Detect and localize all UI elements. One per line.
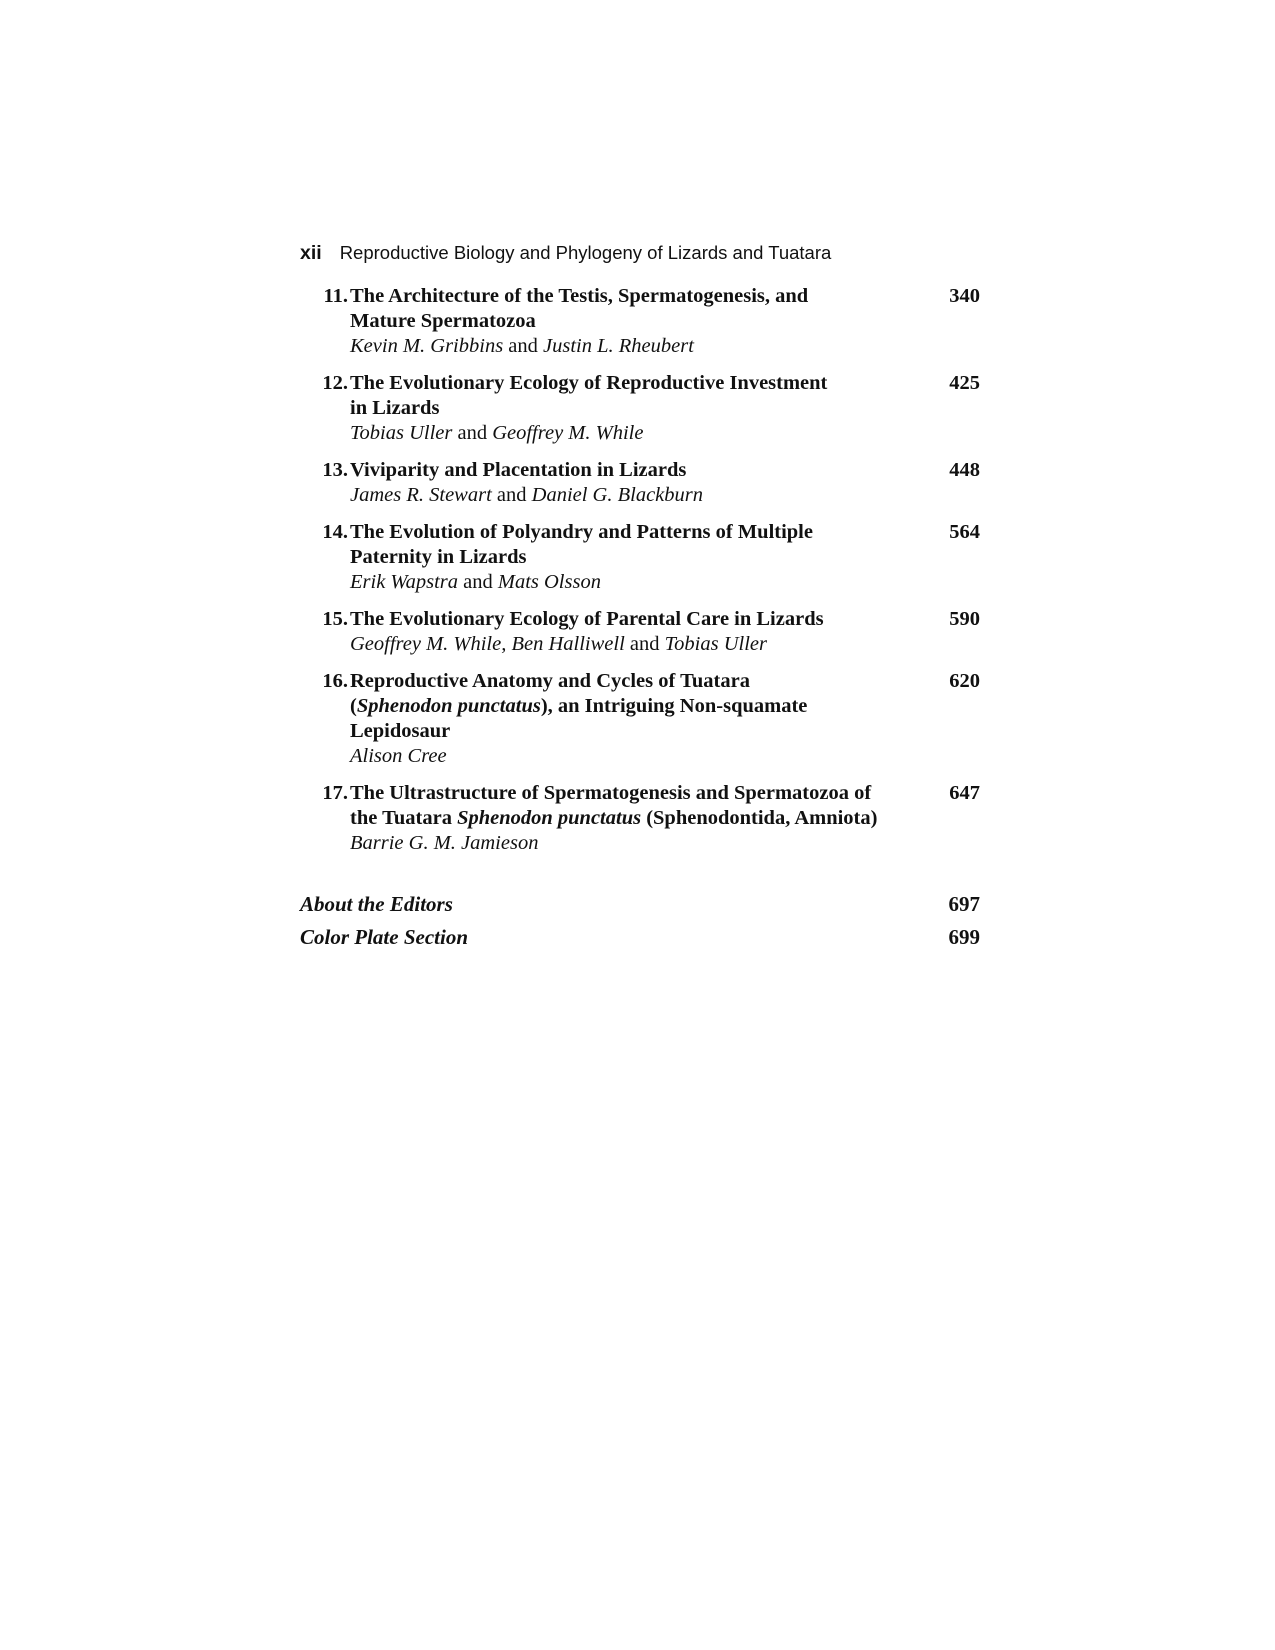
toc-entry bbox=[300, 781, 980, 856]
chapter-number: 14. bbox=[322, 521, 348, 543]
title-segment: Reproductive Anatomy and Cycles of Tuatara bbox=[350, 670, 750, 692]
entry-body bbox=[350, 669, 925, 769]
chapter-number: 16. bbox=[322, 670, 348, 692]
author-name: James R. Stewart bbox=[350, 484, 492, 506]
chapter-title-line bbox=[350, 669, 925, 694]
author-name: Daniel G. Blackburn bbox=[531, 484, 704, 506]
chapter-title-line: The Architecture of the Testis, Spermatogenesis, and bbox=[350, 285, 809, 307]
author-separator: and bbox=[624, 633, 665, 655]
back-matter-label: Color Plate Section bbox=[300, 925, 468, 949]
back-matter-list bbox=[300, 892, 980, 950]
book-title: Reproductive Biology and Phylogeny of Lizards and Tuatara bbox=[339, 242, 832, 263]
chapter-title bbox=[350, 669, 925, 744]
toc-entry bbox=[300, 371, 980, 446]
page-number: 590 bbox=[949, 608, 980, 630]
chapter-title bbox=[350, 520, 925, 570]
page-number: 564 bbox=[949, 521, 980, 543]
chapter-title-line bbox=[350, 719, 925, 744]
chapter-title-line: Mature Spermatozoa bbox=[350, 310, 536, 332]
chapter-authors bbox=[350, 483, 925, 508]
author-name: Mats Olsson bbox=[497, 571, 601, 593]
author-name: Alison Cree bbox=[350, 745, 447, 767]
chapter-number: 15. bbox=[322, 608, 348, 630]
toc-page bbox=[300, 240, 980, 958]
title-segment: (Sphenodontida, Amniota) bbox=[641, 807, 878, 829]
page-number: 697 bbox=[948, 892, 980, 916]
page-number: 425 bbox=[949, 372, 980, 394]
title-segment: The Ultrastructure of Spermatogenesis and Spermatozoa of bbox=[350, 782, 872, 804]
chapter-title bbox=[350, 607, 925, 632]
author-name: Tobias Uller bbox=[350, 422, 453, 444]
running-head bbox=[300, 240, 980, 266]
entry-body bbox=[350, 284, 925, 359]
title-segment: ( bbox=[350, 695, 357, 717]
entry-body bbox=[350, 371, 925, 446]
author-separator: and bbox=[452, 422, 493, 444]
title-segment: ), an Intriguing Non-squamate bbox=[540, 695, 808, 717]
toc-entry bbox=[300, 284, 980, 359]
toc-entry bbox=[300, 607, 980, 657]
entry-body bbox=[350, 520, 925, 595]
author-name: Tobias Uller bbox=[664, 633, 767, 655]
back-matter-entry bbox=[300, 892, 980, 917]
toc-entry bbox=[300, 458, 980, 508]
chapter-authors bbox=[350, 831, 925, 856]
chapter-number: 12. bbox=[322, 372, 348, 394]
author-name: Erik Wapstra bbox=[350, 571, 459, 593]
entry-body bbox=[350, 458, 925, 508]
author-name: Barrie G. M. Jamieson bbox=[350, 832, 539, 854]
chapter-title bbox=[350, 458, 925, 483]
toc-entry bbox=[300, 520, 980, 595]
chapter-title bbox=[350, 371, 925, 421]
page-number: 448 bbox=[949, 459, 980, 481]
chapter-authors bbox=[350, 334, 925, 359]
author-name: Geoffrey M. While, Ben Halliwell bbox=[350, 633, 625, 655]
chapter-authors bbox=[350, 632, 925, 657]
chapter-title bbox=[350, 284, 925, 334]
chapter-title-line bbox=[350, 806, 925, 831]
author-separator: and bbox=[458, 571, 498, 593]
chapter-title-line: The Evolutionary Ecology of Reproductive Investment bbox=[350, 372, 828, 394]
author-name: Geoffrey M. While bbox=[492, 422, 644, 444]
title-italic-segment: Sphenodon punctatus bbox=[356, 695, 541, 717]
chapter-number: 13. bbox=[322, 459, 348, 481]
entry-body bbox=[350, 607, 925, 657]
back-matter-entry bbox=[300, 925, 980, 950]
chapter-title-line: The Evolutionary Ecology of Parental Care in Lizards bbox=[350, 608, 824, 630]
author-separator: and bbox=[491, 484, 532, 506]
page-number: 647 bbox=[949, 782, 980, 804]
title-italic-segment: Sphenodon punctatus bbox=[457, 807, 642, 829]
chapter-title-line: in Lizards bbox=[350, 397, 440, 419]
chapter-title-line: The Evolution of Polyandry and Patterns of Multiple bbox=[350, 521, 813, 543]
chapter-title-line: Paternity in Lizards bbox=[350, 546, 527, 568]
chapter-authors bbox=[350, 421, 925, 446]
page-number: 620 bbox=[949, 670, 980, 692]
chapter-title bbox=[350, 781, 925, 831]
author-separator: and bbox=[503, 335, 544, 357]
page-number: 699 bbox=[948, 925, 980, 949]
title-segment: the Tuatara bbox=[350, 807, 458, 829]
back-matter-label: About the Editors bbox=[300, 892, 453, 916]
chapter-number: 17. bbox=[322, 782, 348, 804]
entry-body bbox=[350, 781, 925, 856]
chapter-number: 11. bbox=[323, 285, 348, 307]
chapter-title-line bbox=[350, 694, 925, 719]
author-name: Kevin M. Gribbins bbox=[350, 335, 504, 357]
contents-list bbox=[300, 284, 980, 856]
chapter-authors bbox=[350, 744, 925, 769]
title-segment: Lepidosaur bbox=[350, 720, 451, 742]
page-number: 340 bbox=[949, 285, 980, 307]
page-folio: xii bbox=[300, 242, 322, 264]
chapter-title-line: Viviparity and Placentation in Lizards bbox=[350, 459, 687, 481]
author-name: Justin L. Rheubert bbox=[543, 335, 694, 357]
chapter-authors bbox=[350, 570, 925, 595]
toc-entry bbox=[300, 669, 980, 769]
chapter-title-line bbox=[350, 781, 925, 806]
